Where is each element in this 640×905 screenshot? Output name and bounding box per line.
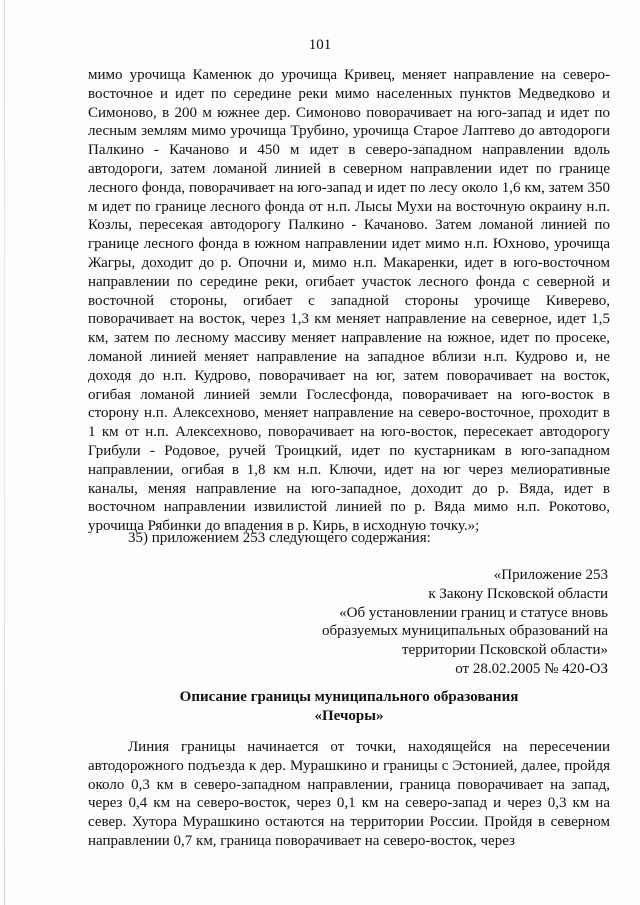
appendix-line: к Закону Псковской области [428, 585, 608, 602]
appendix-line: территории Псковской области» [401, 642, 608, 659]
paragraph-item-35: 35) приложением 253 следующего содержания: [128, 530, 431, 546]
paragraph-boundary-description: мимо урочища Каменюк до урочища Кривец, меняет направление на северо-восточное и идет по середине реки мимо населенных пунктов Медведково и Симоново, в 200 м южнее дер. Симоново поворачивает на юго-запад и идет по лесным землям мимо урочища Трубино, урочища Старое Лаптево до автодороги Палкино - Качаново и 450 м идет в северо-западном направлении вдоль автодороги, затем ломаной линией в северном направлении идет по границе лесного фонда, поворачивает на юго-запад и идет по лесу около 1,6 км, затем 350 м идет по границе лесного фонда от н.п. Лысы Мухи на восточную окраину н.п. Козлы, пересекая автодорогу Палкино - Качаново. Затем ломаной линией по границе лесного фонда в южном направлении идет мимо н.п. Юхново, урочища Жагры, доходит до р. Опочни и, мимо н.п. Макаренки, идет в юго-восточном направлении по середине реки, огибает участок лесного фонда с северной и восточной стороны, огибает с западной стороны урочище Киверево, поворачивает на восток, через 1,3 км меняет направление на северное, идет 1,5 км, затем по лесному массиву меняет направление на южное, идет по просеке, ломаной линией меняет направление на западное вблизи н.п. Кудрово и, не доходя до н.п. Кудрово, поворачивает на юг, затем поворачивает на восток, огибая ломаной линией земли Гослесфонда, поворачивает на юго-восток в сторону н.п. Алексехново, меняет направление на северо-восточное, проходит в 1 км от н.п. Алексехново, поворачивает на юго-восток, пересекает автодорогу Грибули - Родовое, ручей Троицкий, идет по кустарникам в юго-западном направлении, огибая в 1,8 км н.п. Ключи, идет на юг через мелиоративные каналы, меняя направление на юго-западное, доходит до р. Вяда, идет в восточном направлении извилистой линией по р. Вяда мимо н.п. Рокотово, урочища Рябинки до впадения в р. Кирь, в исходную точку.»; [88, 67, 610, 535]
appendix-line: «Приложение 253 [493, 567, 608, 583]
appendix-line: образуемых муниципальных образований на [322, 623, 608, 640]
heading-line: Описание границы муниципального образования [179, 689, 519, 705]
appendix-header [288, 566, 608, 679]
appendix-line: «Об установлении границ и статусе вновь [339, 604, 608, 621]
scan-edge [4, 0, 5, 905]
section-heading [88, 688, 610, 726]
page-number: 101 [308, 37, 332, 53]
appendix-line: от 28.02.2005 № 420-ОЗ [455, 660, 608, 677]
heading-line: «Печоры» [314, 708, 384, 724]
paragraph-pechory-boundary: Линия границы начинается от точки, находящейся на пересечении автодорожного подъезда к дер. Мурашкино и границы с Эстонией, далее, пройдя около 0,3 км в северо-западном направлении, граница поворачивает на запад, через 0,4 км на северо-восток, через 0,1 км на северо-запад и через 0,3 км на север. Хутора Мурашкино остаются на территории России. Пройдя в северном направлении 0,7 км, граница поворачивает на северо-восток, через [88, 739, 610, 849]
